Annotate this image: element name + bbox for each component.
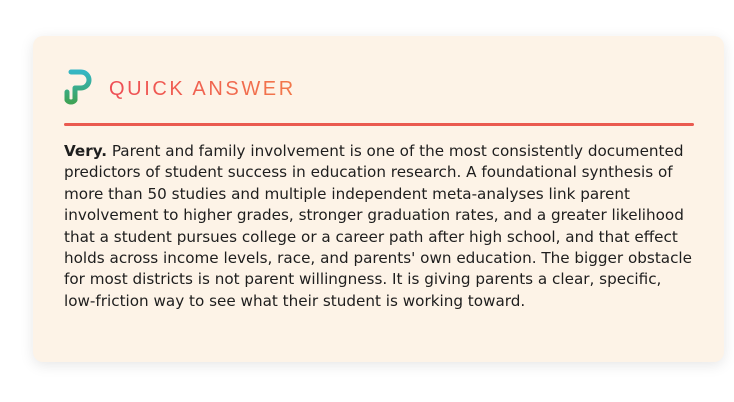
quick-answer-text [64, 141, 696, 312]
answer-lead: Very. [64, 142, 107, 160]
quick-answer-card [33, 36, 724, 362]
quick-answer-header [63, 68, 296, 110]
answer-body: Parent and family involvement is one of the most consistently documented predictors of student success in education research. A foundational synthesis of more than 50 studies and multiple independent meta-analyses link parent involvement to higher grades, stronger graduation rates, and a greater likelihood that a student pursues college or a career path after high school, and that effect holds across income levels, race, and parents' own education. The bigger obstacle for most districts is not parent willingness. It is giving parents a clear, specific, low-friction way to see what their student is working toward. [64, 142, 692, 310]
quick-answer-heading: QUICK ANSWER [109, 77, 296, 100]
header-divider [64, 123, 694, 126]
brand-logo-icon [63, 68, 95, 110]
